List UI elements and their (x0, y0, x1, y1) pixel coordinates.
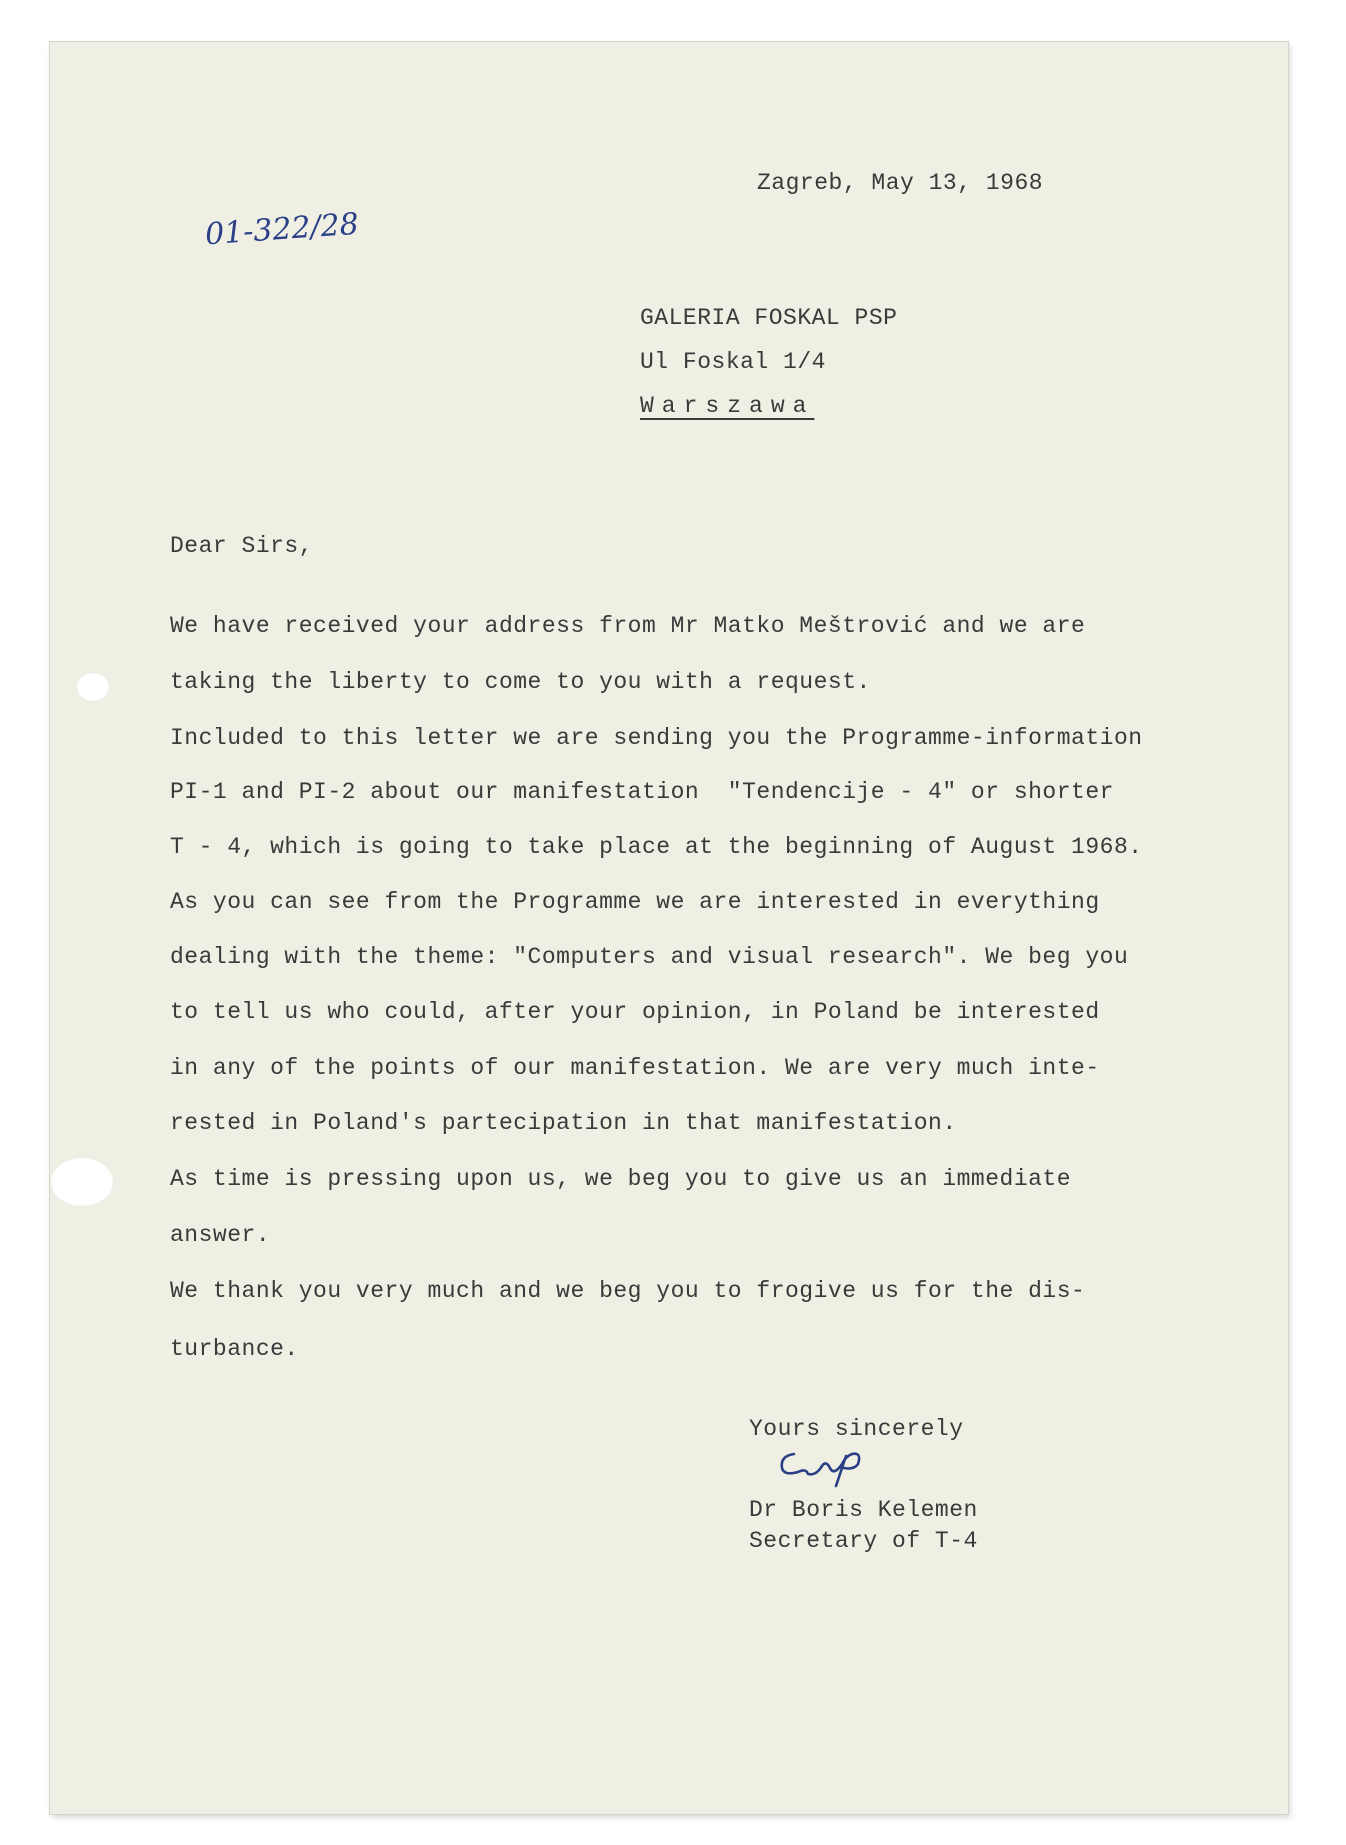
recipient-city: Warszawa (640, 393, 815, 419)
body-line: We have received your address from Mr Matko Meštrović and we are (170, 613, 1086, 639)
recipient-street: Ul Foskal 1/4 (640, 349, 826, 375)
date-line: Zagreb, May 13, 1968 (757, 170, 1044, 196)
handwritten-reference: 01-322/28 (203, 206, 360, 253)
body-line: We thank you very much and we beg you to frogive us for the dis- (170, 1278, 1086, 1304)
body-line: to tell us who could, after your opinion, in Poland be interested (170, 999, 1100, 1025)
handwritten-signature (776, 1446, 876, 1490)
body-line: rested in Poland's partecipation in that manifestation. (170, 1110, 957, 1136)
paper-tear-lower (50, 1157, 114, 1207)
salutation: Dear Sirs, (170, 533, 314, 559)
recipient-name: GALERIA FOSKAL PSP (640, 305, 898, 331)
body-line: dealing with the theme: "Computers and visual research". We beg you (170, 944, 1129, 970)
body-line: in any of the points of our manifestation. We are very much inte- (170, 1055, 1100, 1081)
body-line: As you can see from the Programme we are interested in everything (170, 889, 1100, 915)
body-line: turbance. (170, 1336, 299, 1362)
paper-tear-upper (76, 672, 110, 702)
body-line: T - 4, which is going to take place at the beginning of August 1968. (170, 834, 1143, 860)
body-line: taking the liberty to come to you with a request. (170, 669, 871, 695)
body-line: answer. (170, 1222, 271, 1248)
signature-name: Dr Boris Kelemen (749, 1497, 978, 1523)
body-line: Included to this letter we are sending you the Programme-information (170, 725, 1143, 751)
body-line: As time is pressing upon us, we beg you to give us an immediate (170, 1166, 1072, 1192)
signature-title: Secretary of T-4 (749, 1528, 978, 1554)
body-line: PI-1 and PI-2 about our manifestation "Tendencije - 4" or shorter (170, 779, 1114, 805)
closing: Yours sincerely (749, 1416, 964, 1442)
